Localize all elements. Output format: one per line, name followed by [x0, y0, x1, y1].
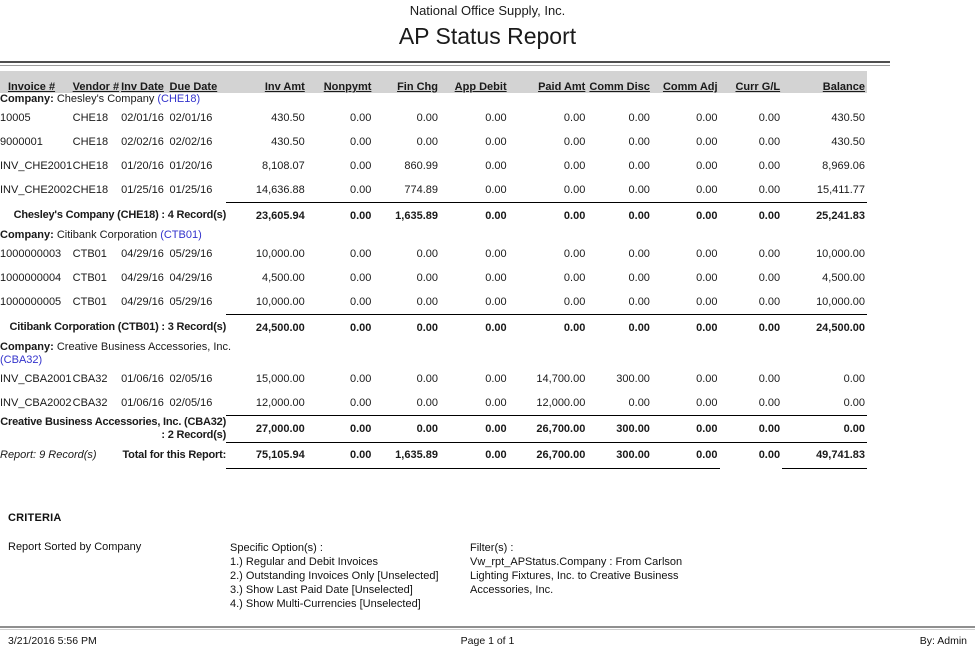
company-total-comm-disc: 0.00 — [587, 314, 652, 341]
company-total-app-debit: 0.00 — [440, 415, 509, 442]
footer-page-number: Page 1 of 1 — [460, 635, 515, 647]
fin-chg: 774.89 — [404, 183, 438, 196]
inv-date: 02/02/16 — [121, 136, 164, 148]
report-total-comm-adj: 0.00 — [652, 442, 720, 468]
comm-adj: 0.00 — [696, 373, 718, 385]
header-divider-rule — [0, 61, 890, 66]
fin-chg: 0.00 — [416, 295, 438, 308]
balance: 4,500.00 — [822, 272, 865, 284]
balance: 430.50 — [831, 136, 865, 148]
paid-amt: 0.00 — [563, 272, 586, 284]
inv-amt: 10,000.00 — [255, 295, 305, 308]
table-row — [0, 367, 867, 391]
app-debit: 0.00 — [485, 136, 507, 148]
paid-amt: 0.00 — [563, 160, 586, 172]
company-header-row — [0, 229, 867, 242]
fin-chg: 0.00 — [416, 136, 438, 148]
footer-datetime: 3/21/2016 5:56 PM — [8, 635, 97, 647]
curr-gl: 0.00 — [758, 248, 781, 260]
company-total-inv-amt: 24,500.00 — [226, 314, 307, 341]
comm-adj: 0.00 — [696, 112, 718, 124]
report-title: AP Status Report — [398, 23, 577, 49]
company-total-balance: 24,500.00 — [782, 314, 867, 341]
comm-disc: 0.00 — [628, 112, 650, 124]
inv-amt: 8,108.07 — [261, 160, 305, 172]
criteria-section — [0, 512, 975, 610]
report-total-curr-gl: 0.00 — [720, 442, 783, 468]
comm-disc: 0.00 — [628, 248, 650, 260]
curr-gl: 0.00 — [758, 183, 781, 196]
company-name: Chesley's Company — [56, 93, 158, 105]
company-header-row — [0, 93, 867, 106]
company-code-link[interactable]: (CBA32) — [0, 354, 43, 366]
paid-amt: 12,000.00 — [536, 396, 586, 409]
app-debit: 0.00 — [485, 183, 507, 196]
column-header-invoice-number: Invoice # — [0, 71, 73, 93]
comm-adj: 0.00 — [696, 160, 718, 172]
vendor-link[interactable]: CHE18 — [72, 112, 109, 124]
organization-name: National Office Supply, Inc. — [409, 3, 566, 18]
table-row — [0, 242, 867, 266]
company-name: Creative Business Accessories, Inc. — [56, 341, 232, 353]
inv-date: 04/29/16 — [121, 296, 164, 308]
inv-amt: 10,000.00 — [255, 248, 305, 260]
company-total-nonpymt: 0.00 — [307, 314, 374, 341]
invoice-number: INV_CHE2001 — [0, 160, 73, 172]
company-total-comm-adj: 0.00 — [652, 415, 720, 442]
app-debit: 0.00 — [485, 396, 507, 409]
invoice-number: 10005 — [0, 112, 31, 124]
company-label — [0, 341, 867, 367]
balance: 430.50 — [831, 112, 865, 124]
criteria-heading: CRITERIA — [8, 512, 62, 524]
inv-amt: 12,000.00 — [255, 396, 305, 409]
table-row — [0, 106, 867, 130]
app-debit: 0.00 — [485, 248, 507, 260]
vendor-link[interactable]: CTB01 — [72, 296, 107, 308]
company-total-paid-amt: 0.00 — [509, 314, 588, 341]
company-total-app-debit: 0.00 — [440, 314, 509, 341]
comm-adj: 0.00 — [696, 183, 718, 196]
company-total-row — [0, 314, 867, 341]
balance: 0.00 — [843, 373, 865, 385]
table-row — [0, 178, 867, 202]
curr-gl: 0.00 — [758, 295, 781, 308]
inv-amt: 430.50 — [271, 136, 305, 148]
column-header-balance: Balance — [782, 71, 867, 93]
company-total-label: Citibank Corporation (CTB01) : 3 Record(s) — [9, 321, 227, 333]
invoice-number: 1000000004 — [0, 272, 62, 284]
comm-disc: 0.00 — [628, 295, 650, 308]
fin-chg: 860.99 — [404, 160, 438, 172]
company-header-row — [0, 341, 867, 367]
vendor-link[interactable]: CHE18 — [72, 136, 109, 148]
column-header-fin-chg: Fin Chg — [373, 71, 440, 93]
balance: 10,000.00 — [816, 295, 865, 308]
table-row — [0, 391, 867, 415]
company-total-curr-gl: 0.00 — [720, 415, 783, 442]
column-header-curr-gl: Curr G/L — [720, 71, 783, 93]
company-total-paid-amt: 0.00 — [509, 202, 588, 229]
column-header-inv-date: Inv Date — [121, 71, 169, 93]
comm-disc: 0.00 — [628, 272, 650, 284]
inv-amt: 4,500.00 — [261, 272, 305, 284]
company-code-link[interactable]: (CTB01) — [160, 229, 202, 241]
company-label-text — [0, 341, 272, 367]
app-debit: 0.00 — [485, 272, 507, 284]
comm-adj: 0.00 — [696, 295, 718, 308]
company-prefix: Company: — [0, 341, 57, 353]
company-total-paid-amt: 26,700.00 — [509, 415, 588, 442]
app-debit: 0.00 — [485, 295, 507, 308]
specific-options-title: Specific Option(s) : — [230, 542, 323, 554]
fin-chg: 0.00 — [416, 373, 438, 385]
due-date: 01/25/16 — [169, 184, 213, 196]
due-date: 05/29/16 — [169, 296, 213, 308]
inv-date: 01/20/16 — [121, 160, 164, 172]
curr-gl: 0.00 — [758, 112, 781, 124]
curr-gl: 0.00 — [758, 373, 781, 385]
company-label — [0, 93, 867, 106]
inv-date: 04/29/16 — [121, 248, 164, 260]
invoice-number: INV_CBA2002 — [0, 397, 72, 409]
report-total-comm-disc: 300.00 — [587, 442, 652, 468]
nonpymt: 0.00 — [349, 248, 372, 260]
specific-option-1: 1.) Regular and Debit Invoices — [230, 556, 378, 568]
company-total-comm-disc: 0.00 — [587, 202, 652, 229]
nonpymt: 0.00 — [349, 295, 372, 308]
company-total-balance: 25,241.83 — [782, 202, 867, 229]
footer-author: By: Admin — [919, 635, 967, 647]
app-debit: 0.00 — [485, 373, 507, 385]
criteria-sort-order: Report Sorted by Company — [8, 541, 142, 553]
due-date: 02/05/16 — [169, 397, 213, 409]
company-total-fin-chg: 0.00 — [373, 314, 440, 341]
company-code-link[interactable]: (CHE18) — [157, 93, 201, 105]
footer-divider-rule — [0, 626, 975, 630]
balance: 8,969.06 — [822, 160, 865, 172]
vendor-link[interactable]: CBA32 — [72, 397, 108, 409]
company-total-comm-disc: 300.00 — [587, 415, 652, 442]
inv-date: 02/01/16 — [121, 112, 164, 124]
report-total-balance: 49,741.83 — [782, 442, 867, 468]
column-header-due-date: Due Date — [170, 71, 227, 93]
due-date: 02/01/16 — [169, 112, 213, 124]
company-total-fin-chg: 0.00 — [373, 415, 440, 442]
inv-amt: 15,000.00 — [255, 373, 305, 385]
invoice-number: 1000000005 — [0, 296, 62, 308]
column-header-app-debit: App Debit — [440, 71, 509, 93]
nonpymt: 0.00 — [349, 183, 372, 196]
curr-gl: 0.00 — [758, 136, 781, 148]
report-total-row — [0, 442, 867, 468]
report-total-paid-amt: 26,700.00 — [509, 442, 588, 468]
company-total-app-debit: 0.00 — [440, 202, 509, 229]
balance: 10,000.00 — [816, 248, 865, 260]
comm-disc: 0.00 — [628, 136, 650, 148]
report-total-inv-amt: 75,105.94 — [226, 442, 307, 468]
table-row — [0, 130, 867, 154]
app-debit: 0.00 — [485, 160, 507, 172]
nonpymt: 0.00 — [349, 272, 372, 284]
company-total-comm-adj: 0.00 — [652, 202, 720, 229]
company-label-text — [0, 229, 272, 242]
company-total-label: Chesley's Company (CHE18) : 4 Record(s) — [13, 209, 227, 221]
invoice-number: INV_CHE2002 — [0, 184, 73, 196]
curr-gl: 0.00 — [758, 272, 781, 284]
comm-disc: 0.00 — [628, 160, 650, 172]
comm-disc: 0.00 — [628, 396, 650, 409]
table-row — [0, 154, 867, 178]
comm-adj: 0.00 — [696, 272, 718, 284]
company-prefix: Company: — [0, 229, 57, 241]
company-prefix: Company: — [0, 93, 57, 105]
column-header-nonpymt: Nonpymt — [307, 71, 374, 93]
inv-amt: 14,636.88 — [255, 183, 305, 196]
vendor-link[interactable]: CTB01 — [72, 248, 107, 260]
company-total-comm-adj: 0.00 — [652, 314, 720, 341]
app-debit: 0.00 — [485, 112, 507, 124]
nonpymt: 0.00 — [349, 396, 372, 409]
table-row — [0, 290, 867, 314]
vendor-link[interactable]: CBA32 — [72, 373, 108, 385]
report-total-app-debit: 0.00 — [440, 442, 509, 468]
due-date: 02/05/16 — [169, 373, 213, 385]
criteria-filters — [470, 541, 707, 597]
comm-adj: 0.00 — [696, 248, 718, 260]
nonpymt: 0.00 — [349, 136, 372, 148]
comm-adj: 0.00 — [696, 136, 718, 148]
column-header-paid-amt: Paid Amt — [509, 71, 588, 93]
due-date: 01/20/16 — [169, 160, 213, 172]
report-record-count: Report: 9 Record(s) — [0, 449, 97, 461]
ap-status-table — [0, 71, 867, 469]
report-header — [0, 0, 975, 50]
balance: 0.00 — [843, 396, 865, 409]
criteria-specific-options — [230, 541, 460, 611]
fin-chg: 0.00 — [416, 112, 438, 124]
fin-chg: 0.00 — [416, 272, 438, 284]
balance: 15,411.77 — [816, 183, 865, 196]
vendor-link[interactable]: CTB01 — [72, 272, 107, 284]
invoice-number: 1000000003 — [0, 248, 62, 260]
column-header-comm-disc: Comm Disc — [587, 71, 652, 93]
paid-amt: 0.00 — [563, 295, 586, 308]
column-header-row — [0, 71, 867, 93]
company-total-inv-amt: 23,605.94 — [226, 202, 307, 229]
inv-date: 01/06/16 — [121, 373, 164, 385]
comm-adj: 0.00 — [696, 396, 718, 409]
inv-date: 01/25/16 — [121, 184, 164, 196]
fin-chg: 0.00 — [416, 248, 438, 260]
invoice-number: 9000001 — [0, 136, 43, 148]
company-total-row — [0, 415, 867, 442]
paid-amt: 0.00 — [563, 183, 586, 196]
nonpymt: 0.00 — [349, 160, 372, 172]
column-header-comm-adj: Comm Adj — [652, 71, 720, 93]
due-date: 02/02/16 — [169, 136, 213, 148]
specific-option-3: 3.) Show Last Paid Date [Unselected] — [230, 584, 413, 596]
report-total-nonpymt: 0.00 — [307, 442, 374, 468]
column-header-inv-amt: Inv Amt — [226, 71, 307, 93]
vendor-link[interactable]: CHE18 — [72, 160, 109, 172]
company-label — [0, 229, 867, 242]
specific-option-4: 4.) Show Multi-Currencies [Unselected] — [230, 598, 421, 610]
invoice-number: INV_CBA2001 — [0, 373, 72, 385]
nonpymt: 0.00 — [349, 112, 372, 124]
paid-amt: 0.00 — [563, 136, 586, 148]
company-total-curr-gl: 0.00 — [720, 314, 783, 341]
paid-amt: 0.00 — [563, 248, 586, 260]
fin-chg: 0.00 — [416, 396, 438, 409]
due-date: 04/29/16 — [169, 272, 213, 284]
paid-amt: 0.00 — [563, 112, 586, 124]
company-total-nonpymt: 0.00 — [307, 202, 374, 229]
company-total-row — [0, 202, 867, 229]
inv-amt: 430.50 — [271, 112, 305, 124]
filters-title: Filter(s) : — [470, 542, 514, 554]
vendor-link[interactable]: CHE18 — [72, 184, 109, 196]
company-total-balance: 0.00 — [782, 415, 867, 442]
company-label-text — [0, 93, 272, 106]
comm-disc: 0.00 — [628, 183, 650, 196]
company-total-nonpymt: 0.00 — [307, 415, 374, 442]
specific-option-2: 2.) Outstanding Invoices Only [Unselected] — [230, 570, 439, 582]
inv-date: 04/29/16 — [121, 272, 164, 284]
due-date: 05/29/16 — [169, 248, 213, 260]
comm-disc: 300.00 — [616, 373, 650, 385]
nonpymt: 0.00 — [349, 373, 372, 385]
column-header-vendor-link: Vendor # — [73, 71, 121, 93]
company-total-fin-chg: 1,635.89 — [373, 202, 440, 229]
company-total-label: Creative Business Accessories, Inc. (CBA32) : 2 Record(s) — [0, 415, 227, 441]
table-row — [0, 266, 867, 290]
inv-date: 01/06/16 — [121, 397, 164, 409]
paid-amt: 14,700.00 — [536, 373, 586, 385]
company-total-curr-gl: 0.00 — [720, 202, 783, 229]
report-footer — [0, 626, 975, 653]
filter-text: Vw_rpt_APStatus.Company : From Carlson Lighting Fixtures, Inc. to Creative Business Accessories, Inc. — [470, 556, 683, 596]
report-total-fin-chg: 1,635.89 — [373, 442, 440, 468]
company-name: Citibank Corporation — [56, 229, 161, 241]
curr-gl: 0.00 — [758, 160, 781, 172]
company-total-inv-amt: 27,000.00 — [226, 415, 307, 442]
report-total-label: Total for this Report: — [122, 449, 227, 461]
curr-gl: 0.00 — [758, 396, 781, 409]
